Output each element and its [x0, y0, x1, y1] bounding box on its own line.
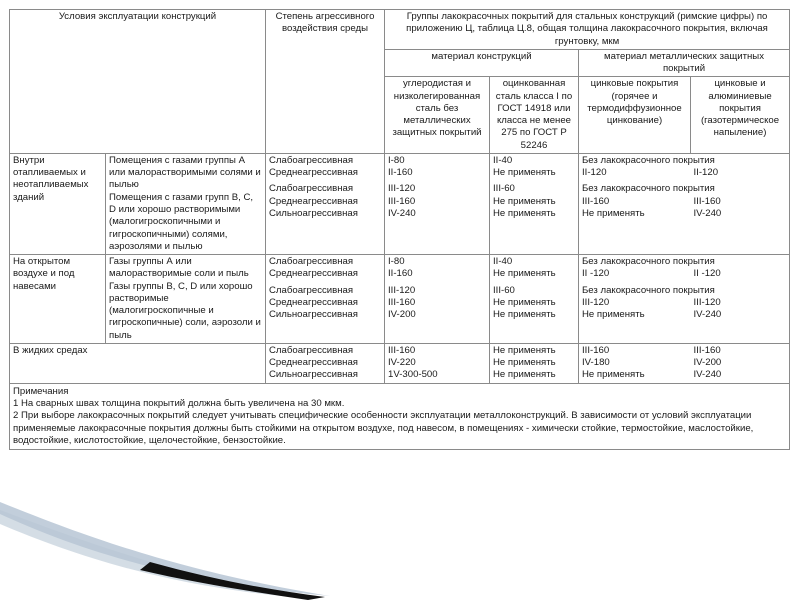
galvanized-steel-value: Не применять	[493, 309, 556, 321]
environment-description: Помещения с газами групп B, C, D или хорошо растворимыми (малогигроскопичными и гигроскопичными) солями, аэрозолями и пылью	[109, 191, 254, 252]
aggressiveness-value: Слабоагрессивная	[269, 344, 354, 356]
carbon-steel-value: IV-200	[388, 309, 416, 321]
galvanized-steel-value: Не применять	[493, 268, 556, 280]
aggressiveness-value: Сильноагрессивная	[269, 207, 358, 219]
zinc-coating-value: Без лакокрасочного покрытия	[582, 183, 715, 195]
coatings-table	[9, 9, 790, 450]
galvanized-steel-value: Не применять	[493, 344, 556, 356]
carbon-steel-cell	[385, 343, 490, 383]
galvanized-steel-value: Не применять	[493, 207, 556, 219]
zinc-coating-value: II-120	[582, 167, 607, 179]
aggressiveness-cell	[266, 343, 385, 383]
carbon-steel-value: III-160	[388, 296, 416, 308]
environment-description-cell	[106, 153, 266, 254]
galvanized-steel-value: II-40	[493, 154, 513, 166]
zinc-coating-value: III-160	[582, 195, 610, 207]
zinc-coating-value: Без лакокрасочного покрытия	[582, 256, 715, 268]
condition-cell: В жидких средах	[10, 343, 266, 383]
aggressiveness-value: Среднеагрессивная	[269, 195, 359, 207]
aggressiveness-value: Слабоагрессивная	[269, 256, 354, 268]
carbon-steel-value: III-120	[388, 284, 416, 296]
notes-cell	[10, 383, 790, 449]
galvanized-steel-value: Не применять	[493, 195, 556, 207]
galvanized-steel-value: Не применять	[493, 296, 556, 308]
zinc-coating-value: Без лакокрасочного покрытия	[582, 284, 715, 296]
header-zinc-aluminium: цинковые и алюминиевые покрытия (газотермическое напыление)	[691, 77, 790, 154]
galvanized-steel-cell	[490, 343, 579, 383]
header-conditions: Условия эксплуатации конструкций	[10, 10, 266, 154]
zinc-aluminium-value: IV-240	[693, 309, 722, 321]
zinc-coating-value: Не применять	[582, 369, 645, 381]
note-item-1: 1 На сварных швах толщина покрытий должна быть увеличена на 30 мкм.	[13, 397, 345, 409]
aggressiveness-value: Среднеагрессивная	[269, 296, 359, 308]
zinc-coating-value: II -120	[582, 268, 610, 280]
zinc-aluminium-value: II-120	[693, 167, 719, 179]
galvanized-steel-value: Не применять	[493, 167, 556, 179]
zinc-aluminium-value: II -120	[693, 268, 721, 280]
aggressiveness-value: Сильноагрессивная	[269, 309, 358, 321]
aggressiveness-value: Слабоагрессивная	[269, 183, 354, 195]
note-item-2: 2 При выборе лакокрасочных покрытий следует учитывать специфические особенности эксплуатации металлоконструкций. В зависимости от условий эксплуатации применяемые лакокрасочные покрытия должны быть стойкими на открытом воздухе, под навесом, в помещениях - химически стойкие, термостойкие, маслостойкие, водостойкие, кислотостойкие, щелочестойкие, бензостойкие.	[13, 410, 754, 446]
carbon-steel-value: III-120	[388, 183, 416, 195]
header-row-1	[10, 10, 790, 50]
header-carbon-steel: углеродистая и низколегированная сталь без металлических защитных покрытий	[385, 77, 490, 154]
zinc-coating-value: IV-180	[582, 357, 610, 369]
environment-description: Помещения с газами группы А или малорастворимыми солями и пылью	[109, 154, 261, 191]
condition-cell: На открытом воздухе и под навесами	[10, 255, 106, 344]
section-row	[10, 343, 790, 383]
zinc-coating-cell	[579, 343, 691, 383]
environment-description: Газы группы B, C, D или хорошо растворимые (малогигроскопичные и гигроскопичные) соли, аэрозоли и пыль	[109, 280, 261, 341]
galvanized-steel-cell	[490, 153, 579, 254]
galvanized-steel-value: Не применять	[493, 369, 556, 381]
aggressiveness-value: Сильноагрессивная	[269, 369, 358, 381]
aggressiveness-cell	[266, 255, 385, 344]
zinc-aluminium-cell	[691, 153, 790, 254]
zinc-coating-value: Не применять	[582, 309, 645, 321]
aggressiveness-value: Среднеагрессивная	[269, 268, 359, 280]
condition-cell: Внутри отапливаемых и неотапливаемых зданий	[10, 153, 106, 254]
carbon-steel-value: 1V-300-500	[388, 369, 438, 381]
zinc-aluminium-value: III-160	[693, 344, 721, 356]
table-body	[10, 10, 790, 384]
zinc-coating-value: Без лакокрасочного покрытия	[582, 154, 715, 166]
carbon-steel-value: I-80	[388, 256, 405, 268]
aggressiveness-cell	[266, 153, 385, 254]
carbon-steel-cell	[385, 255, 490, 344]
carbon-steel-value: IV-240	[388, 207, 416, 219]
header-aggressiveness: Степень агрессивного воздействия среды	[266, 10, 385, 154]
aggressiveness-value: Слабоагрессивная	[269, 154, 354, 166]
zinc-aluminium-value: IV-240	[693, 207, 722, 219]
galvanized-steel-value: III-60	[493, 183, 515, 195]
zinc-aluminium-value: IV-240	[693, 369, 722, 381]
aggressiveness-value: Среднеагрессивная	[269, 357, 359, 369]
header-groups: Группы лакокрасочных покрытий для стальных конструкций (римские цифры) по приложению Ц, таблица Ц.8, общая толщина лакокрасочного покрытия, включая грунтовку, мкм	[385, 10, 790, 50]
section-row	[10, 255, 790, 344]
aggressiveness-value: Среднеагрессивная	[269, 167, 359, 179]
section-row	[10, 153, 790, 254]
carbon-steel-value: II-160	[388, 167, 413, 179]
zinc-aluminium-value: IV-200	[693, 357, 722, 369]
zinc-aluminium-cell	[691, 343, 790, 383]
zinc-aluminium-value: III-120	[693, 296, 721, 308]
environment-description: Газы группы А или малорастворимые соли и пыль	[109, 256, 249, 280]
notes-title: Примечания	[13, 385, 69, 397]
header-material: материал конструкций	[385, 49, 579, 77]
carbon-steel-value: III-160	[388, 195, 416, 207]
notes-section	[10, 383, 790, 449]
decorative-swoosh	[0, 500, 330, 600]
header-zinc-coatings: цинковые покрытия (горячее и термодиффузионное цинкование)	[579, 77, 691, 154]
zinc-aluminium-value: III-160	[693, 195, 721, 207]
carbon-steel-value: III-160	[388, 344, 416, 356]
galvanized-steel-cell	[490, 255, 579, 344]
carbon-steel-value: I-80	[388, 154, 405, 166]
zinc-coating-value: III-120	[582, 296, 610, 308]
carbon-steel-cell	[385, 153, 490, 254]
galvanized-steel-value: Не применять	[493, 357, 556, 369]
carbon-steel-value: IV-220	[388, 357, 416, 369]
zinc-coating-value: III-160	[582, 344, 610, 356]
zinc-aluminium-cell	[691, 255, 790, 344]
header-metal-coatings: материал металлических защитных покрытий	[579, 49, 790, 77]
notes-row	[10, 383, 790, 449]
document	[9, 9, 789, 450]
header-galvanized-steel: оцинкованная сталь класса I по ГОСТ 14918 или класса не менее 275 по ГОСТ Р 52246	[490, 77, 579, 154]
environment-description-cell	[106, 255, 266, 344]
galvanized-steel-value: II-40	[493, 256, 513, 268]
carbon-steel-value: II-160	[388, 268, 413, 280]
zinc-coating-value: Не применять	[582, 207, 645, 219]
galvanized-steel-value: III-60	[493, 284, 515, 296]
aggressiveness-value: Слабоагрессивная	[269, 284, 354, 296]
